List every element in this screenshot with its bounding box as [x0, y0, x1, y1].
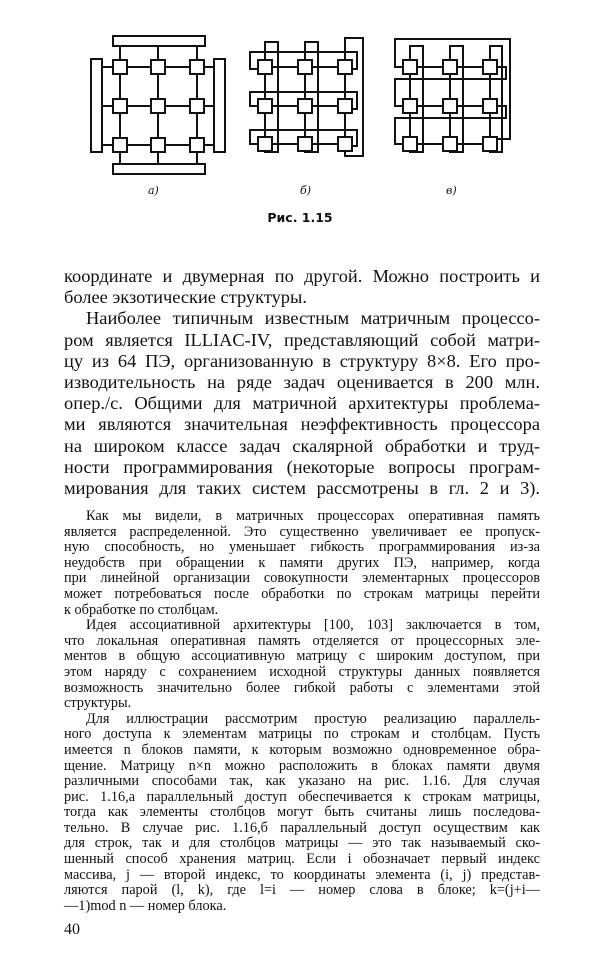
- text-line: различными способами так, как указано на рис. 1.16. Для случая: [64, 773, 540, 790]
- text-line: ми являются значительная неэффективность процессора: [64, 414, 540, 435]
- text-line: ментов в общую ассоциативную матрицу с широким доступом, при: [64, 648, 540, 665]
- text-line: тогда как элементы столбцов могут быть считаны лишь последова-: [64, 804, 540, 821]
- figure-1-15: [90, 34, 540, 197]
- diagram-c-spiral-grid: [390, 34, 515, 164]
- subfigure-label-c: в): [446, 184, 457, 197]
- diagram-b-torus-grid: [245, 34, 370, 164]
- text-line: шенный способ хранения матриц. Если i обозначает первый индекс: [64, 851, 540, 868]
- text-line: Как мы видели, в матричных процессорах оперативная память: [86, 508, 540, 524]
- text-line: неудобств при обращении к памяти других ПЭ, например, когда: [64, 554, 540, 571]
- page-number: 40: [64, 921, 80, 938]
- text-line: для строк, так и для столбцов матрицы — это так называемый ско-: [64, 835, 540, 852]
- text-line: ляются парой (l, k), где l=i — номер слова в блоке; k=(j+i—: [64, 882, 540, 899]
- text-line: изводительность на ряде задач оценивается в 200 млн.: [64, 372, 540, 393]
- text-line: массива, j — второй индекс, то координаты элемента (i, j) представ-: [64, 866, 540, 883]
- text-line: этом наряду с сохранением исходной структуры данных появляется: [64, 663, 540, 680]
- text-line: ного доступа к элементам матрицы по строкам и столбцам. Пусть: [64, 726, 540, 743]
- text-line: является распределенной. Это существенно увеличивает ее пропуск-: [64, 523, 540, 540]
- text-line: к обработке по столбцам.: [64, 601, 219, 618]
- text-line: возможность значительно более гибкой работы с элементами этой: [64, 679, 540, 696]
- text-line: —1)mod n — номер блока.: [64, 897, 227, 914]
- text-line: ную способность, но уменьшает гибкость программирования из-за: [64, 539, 540, 556]
- text-line: щение. Матрицу n×n можно расположить в блоках памяти двумя: [64, 757, 540, 774]
- text-line: цу из 64 ПЭ, организованную в структуру 8×8. Его про-: [64, 350, 540, 371]
- text-line: Для иллюстрации рассмотрим простую реализацию параллель-: [86, 710, 540, 727]
- text-line: координате и двумерная по другой. Можно построить и: [64, 266, 540, 286]
- text-line: Наиболее типичным известным матричным процессо-: [86, 308, 540, 329]
- text-line: на широком классе задач скалярной обработки и труд-: [64, 435, 540, 456]
- text-line: мирования для таких систем рассмотрены в гл. 2 и 3).: [64, 478, 540, 499]
- text-line: более экзотические структуры.: [64, 287, 307, 308]
- text-line: структуры.: [64, 695, 132, 712]
- figure-caption: Рис. 1.15: [267, 210, 333, 225]
- small-print-block: [64, 509, 540, 914]
- text-line: ром является ILLIAC-IV, представляющий собой матри-: [64, 329, 540, 350]
- subfigure-label-b: б): [300, 184, 312, 197]
- text-line: ности программирования (некоторые вопросы програм-: [64, 456, 540, 477]
- text-line: опер./с. Общими для матричной архитектуры проблема-: [64, 393, 540, 414]
- text-line: может потребоваться после обработки по строкам матрицы перейти: [64, 585, 540, 602]
- text-line: рис. 1.16,а параллельный доступ обеспечивается к строкам матрицы,: [64, 788, 540, 805]
- text-line: при линейной организации совокупности элементарных процессоров: [64, 570, 540, 587]
- text-line: Идея ассоциативной архитектуры [100, 103] заключается в том,: [86, 617, 540, 634]
- subfigure-label-a: а): [148, 184, 159, 197]
- text-line: тельно. В случае рис. 1.16,б параллельный доступ осуществим как: [64, 819, 540, 836]
- text-line: имеется n блоков памяти, к которым возможно одновременное обра-: [64, 741, 540, 758]
- main-paragraph-block: [64, 266, 540, 499]
- text-line: что локальная оперативная память отделяется от процессорных эле-: [64, 632, 540, 649]
- diagram-a-bus-grid: [90, 34, 230, 179]
